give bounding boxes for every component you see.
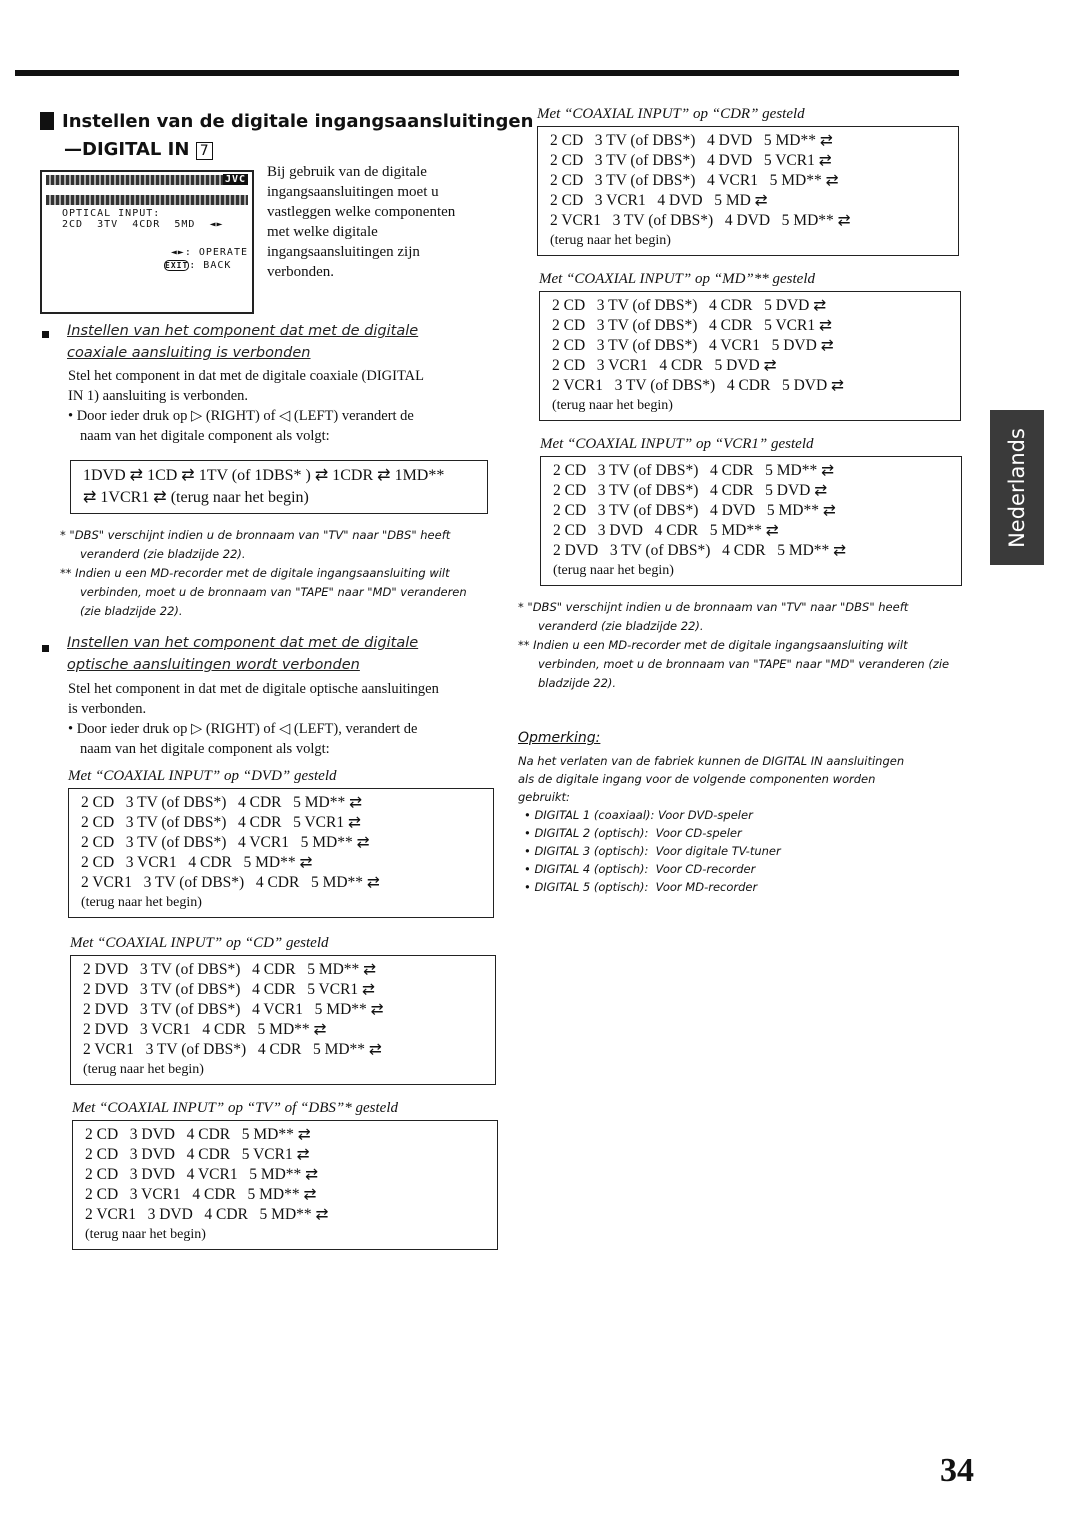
language-tab-label: Nederlands bbox=[1005, 427, 1029, 548]
table-row: (terug naar het begin) bbox=[85, 1227, 206, 1242]
coax-title2: coaxiale aansluiting is verbonden bbox=[67, 345, 311, 361]
table-cd bbox=[70, 935, 496, 1085]
coax-title1: Instellen van het component dat met de digitale bbox=[67, 323, 419, 339]
opt-p1: Stel het component in dat met de digitale optische aansluitingen bbox=[68, 681, 439, 697]
table-row: 2 CD 3 TV (of DBS*) 4 CDR 5 VCR1 ⇄ bbox=[552, 317, 832, 334]
footnote-1: * "DBS" verschijnt indien u de bronnaam van "TV" naar "DBS" heeft veranderd (zie bladzijde 22). bbox=[60, 528, 451, 561]
table-row: 2 CD 3 TV (of DBS*) 4 VCR1 5 MD** ⇄ bbox=[550, 172, 839, 189]
table-box bbox=[540, 456, 962, 586]
table-title: Met “COAXIAL INPUT” op “MD”** gesteld bbox=[539, 271, 815, 287]
intro-line: ingangsaansluitingen moet u bbox=[267, 184, 439, 200]
intro-line: verbonden. bbox=[267, 264, 335, 280]
opmerking-item: • DIGITAL 1 (coaxiaal): Voor DVD-speler bbox=[524, 808, 753, 822]
table-title: Met “COAXIAL INPUT” op “DVD” gesteld bbox=[68, 768, 337, 784]
table-vcr1 bbox=[540, 436, 962, 586]
table-row: 2 CD 3 DVD 4 CDR 5 MD** ⇄ bbox=[553, 522, 779, 539]
opmerking-item: • DIGITAL 4 (optisch): Voor CD-recorder bbox=[524, 862, 756, 876]
intro-text bbox=[267, 162, 455, 282]
table-box bbox=[539, 291, 961, 421]
osd-label: OPTICAL INPUT: bbox=[62, 208, 161, 219]
coax-p1: Stel het component in dat met de digitale coaxiale (DIGITAL bbox=[68, 368, 424, 384]
table-row: (terug naar het begin) bbox=[552, 398, 673, 413]
table-row: (terug naar het begin) bbox=[83, 1062, 204, 1077]
button-7-badge: 7 bbox=[196, 142, 213, 160]
table-md bbox=[539, 271, 961, 421]
table-row: 2 CD 3 VCR1 4 CDR 5 MD** ⇄ bbox=[85, 1186, 317, 1203]
footnote-1: * "DBS" verschijnt indien u de bronnaam van "TV" naar "DBS" heeft veranderd (zie bladzijde 22). bbox=[518, 600, 909, 633]
arrows-icon: ◄► bbox=[209, 219, 224, 230]
table-row: 2 CD 3 DVD 4 CDR 5 VCR1 ⇄ bbox=[85, 1146, 310, 1163]
table-row: 2 VCR1 3 TV (of DBS*) 4 CDR 5 MD** ⇄ bbox=[83, 1041, 382, 1058]
opmerking-line: gebruikt: bbox=[518, 790, 570, 804]
coax-sequence-box bbox=[70, 460, 488, 514]
table-box bbox=[70, 955, 496, 1085]
coax-subheading bbox=[67, 320, 418, 364]
table-box bbox=[537, 126, 959, 256]
table-tv bbox=[72, 1100, 498, 1250]
osd-values-text: 2CD 3TV 4CDR 5MD bbox=[62, 219, 196, 230]
opmerking-line: als de digitale ingang voor de volgende componenten worden bbox=[518, 772, 876, 786]
table-row: 2 CD 3 TV (of DBS*) 4 CDR 5 VCR1 ⇄ bbox=[81, 814, 361, 831]
intro-line: Bij gebruik van de digitale bbox=[267, 164, 427, 180]
table-row: 2 VCR1 3 TV (of DBS*) 4 CDR 5 DVD ⇄ bbox=[552, 377, 845, 394]
osd-screen bbox=[40, 170, 254, 314]
table-box bbox=[68, 788, 494, 918]
intro-line: vastleggen welke componenten bbox=[267, 204, 456, 220]
opt-title2: optische aansluitingen wordt verbonden bbox=[67, 657, 360, 673]
table-title: Met “COAXIAL INPUT” op “CDR” gesteld bbox=[537, 106, 805, 122]
table-cdr bbox=[537, 106, 959, 256]
coax-seq1: 1DVD ⇄ 1CD ⇄ 1TV (of 1DBS* ) ⇄ 1CDR ⇄ 1MD** bbox=[83, 467, 445, 484]
footnote-2: ** Indien u een MD-recorder met de digitale ingangsaansluiting wilt verbinden, moet u de bronnaam van "TAPE" naar "MD" veranderen (zie bladzijde 22). bbox=[518, 638, 950, 690]
table-row: 2 CD 3 TV (of DBS*) 4 CDR 5 DVD ⇄ bbox=[552, 297, 827, 314]
table-row: 2 CD 3 VCR1 4 DVD 5 MD ⇄ bbox=[550, 192, 768, 209]
heading-square-icon bbox=[40, 112, 54, 130]
coax-p2: IN 1) aansluiting is verbonden. bbox=[68, 388, 249, 404]
table-row: 2 CD 3 DVD 4 CDR 5 MD** ⇄ bbox=[85, 1126, 311, 1143]
opt-subheading bbox=[67, 632, 418, 676]
bullet-icon bbox=[42, 645, 49, 652]
osd-values bbox=[42, 219, 252, 230]
bullet-icon bbox=[42, 331, 49, 338]
table-row: 2 VCR1 3 DVD 4 CDR 5 MD** ⇄ bbox=[85, 1206, 329, 1223]
table-row: 2 DVD 3 TV (of DBS*) 4 CDR 5 VCR1 ⇄ bbox=[83, 981, 376, 998]
opt-b2: naam van het digitale component als volgt: bbox=[80, 741, 330, 757]
table-row: (terug naar het begin) bbox=[81, 895, 202, 910]
osd-menu-bar bbox=[46, 195, 248, 205]
heading-line1: Instellen van de digitale ingangsaansluitingen bbox=[62, 111, 534, 132]
opmerking-body bbox=[518, 752, 904, 896]
coax-paragraph bbox=[68, 366, 424, 446]
osd-operate: : OPERATE bbox=[184, 247, 248, 258]
section-heading bbox=[40, 108, 533, 165]
opt-p2: is verbonden. bbox=[68, 701, 147, 717]
osd-back: : BACK bbox=[189, 260, 232, 271]
table-row: 2 DVD 3 TV (of DBS*) 4 CDR 5 MD** ⇄ bbox=[83, 961, 377, 978]
table-box bbox=[72, 1120, 498, 1250]
footnotes-left bbox=[60, 526, 490, 621]
table-row: 2 CD 3 TV (of DBS*) 4 VCR1 5 MD** ⇄ bbox=[81, 834, 370, 851]
arrows-icon: ◄► bbox=[170, 247, 185, 258]
footnotes-right bbox=[518, 598, 958, 693]
table-row: (terug naar het begin) bbox=[553, 563, 674, 578]
heading-line2: —DIGITAL IN bbox=[64, 139, 190, 160]
coax-b2: naam van het digitale component als volgt: bbox=[80, 428, 330, 444]
osd-title-bar bbox=[46, 175, 248, 185]
opt-paragraph bbox=[68, 679, 439, 759]
table-row: 2 VCR1 3 TV (of DBS*) 4 DVD 5 MD** ⇄ bbox=[550, 212, 851, 229]
table-title: Met “COAXIAL INPUT” op “TV” of “DBS”* gesteld bbox=[72, 1100, 399, 1116]
language-tab bbox=[990, 410, 1044, 565]
opmerking-title: Opmerking: bbox=[518, 730, 601, 746]
table-row: 2 CD 3 VCR1 4 CDR 5 DVD ⇄ bbox=[552, 357, 777, 374]
table-row: 2 DVD 3 VCR1 4 CDR 5 MD** ⇄ bbox=[83, 1021, 327, 1038]
table-row: 2 VCR1 3 TV (of DBS*) 4 CDR 5 MD** ⇄ bbox=[81, 874, 380, 891]
opmerking-item: • DIGITAL 2 (optisch): Voor CD-speler bbox=[524, 826, 742, 840]
table-row: 2 CD 3 TV (of DBS*) 4 CDR 5 MD** ⇄ bbox=[553, 462, 835, 479]
table-dvd bbox=[68, 768, 494, 918]
table-row: 2 DVD 3 TV (of DBS*) 4 VCR1 5 MD** ⇄ bbox=[83, 1001, 384, 1018]
table-row: 2 CD 3 TV (of DBS*) 4 DVD 5 VCR1 ⇄ bbox=[550, 152, 832, 169]
footnote-2: ** Indien u een MD-recorder met de digitale ingangsaansluiting wilt verbinden, moet u de bronnaam van "TAPE" naar "MD" veranderen (zie bladzijde 22). bbox=[60, 566, 467, 618]
opmerking-item: • DIGITAL 5 (optisch): Voor MD-recorder bbox=[524, 880, 758, 894]
table-title: Met “COAXIAL INPUT” op “CD” gesteld bbox=[70, 935, 329, 951]
table-row: 2 CD 3 TV (of DBS*) 4 DVD 5 MD** ⇄ bbox=[550, 132, 833, 149]
table-row: 2 CD 3 DVD 4 VCR1 5 MD** ⇄ bbox=[85, 1166, 319, 1183]
table-row: 2 DVD 3 TV (of DBS*) 4 CDR 5 MD** ⇄ bbox=[553, 542, 847, 559]
page-number: 34 bbox=[940, 1452, 974, 1489]
table-row: 2 CD 3 TV (of DBS*) 4 DVD 5 MD** ⇄ bbox=[553, 502, 836, 519]
table-title: Met “COAXIAL INPUT” op “VCR1” gesteld bbox=[540, 436, 814, 452]
table-row: 2 CD 3 TV (of DBS*) 4 VCR1 5 DVD ⇄ bbox=[552, 337, 834, 354]
top-rule bbox=[15, 70, 959, 76]
table-row: 2 CD 3 VCR1 4 CDR 5 MD** ⇄ bbox=[81, 854, 313, 871]
intro-line: ingangsaansluitingen zijn bbox=[267, 244, 420, 260]
opmerking-line: Na het verlaten van de fabriek kunnen de DIGITAL IN aansluitingen bbox=[518, 754, 905, 768]
opt-b1: • Door ieder druk op ▷ (RIGHT) of ◁ (LEFT), verandert de bbox=[68, 721, 418, 737]
osd-brand: JVC bbox=[224, 174, 246, 185]
table-row: 2 CD 3 TV (of DBS*) 4 CDR 5 MD** ⇄ bbox=[81, 794, 363, 811]
intro-line: met welke digitale bbox=[267, 224, 378, 240]
opt-title1: Instellen van het component dat met de digitale bbox=[67, 635, 419, 651]
opmerking-item: • DIGITAL 3 (optisch): Voor digitale TV-tuner bbox=[524, 844, 781, 858]
coax-b1: • Door ieder druk op ▷ (RIGHT) of ◁ (LEFT) verandert de bbox=[68, 408, 414, 424]
exit-icon: EXIT bbox=[165, 261, 189, 270]
table-row: 2 CD 3 TV (of DBS*) 4 CDR 5 DVD ⇄ bbox=[553, 482, 828, 499]
coax-seq2: ⇄ 1VCR1 ⇄ (terug naar het begin) bbox=[83, 489, 309, 506]
table-row: (terug naar het begin) bbox=[550, 233, 671, 248]
